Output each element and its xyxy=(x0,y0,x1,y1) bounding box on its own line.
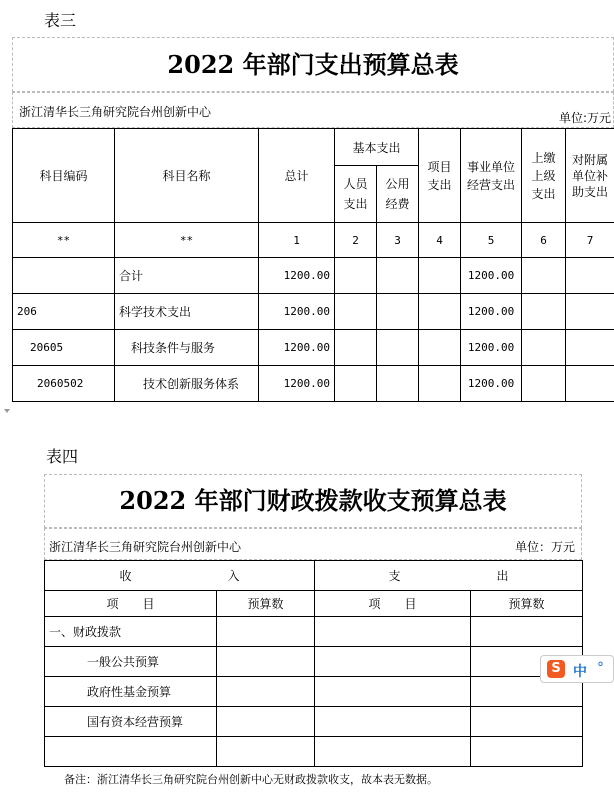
table-row xyxy=(45,707,583,737)
row-business: 1200.00 xyxy=(461,258,522,294)
chevron-down-icon xyxy=(4,409,10,413)
table3-org-box xyxy=(12,92,614,128)
index-cell: 4 xyxy=(419,223,461,258)
row-name: 科学技术支出 xyxy=(115,294,259,330)
header-business: 事业单位经营支出 xyxy=(461,129,522,223)
table4-note: 备注：浙江清华长三角研究院台州创新中心无财政拨款收支，故本表无数据。 xyxy=(64,773,438,786)
income-item: 一、财政拨款 xyxy=(45,617,217,647)
table-row xyxy=(45,677,583,707)
table-row xyxy=(13,258,614,294)
row-business: 1200.00 xyxy=(461,366,522,402)
table3 xyxy=(12,128,614,402)
sogou-logo-icon: S xyxy=(547,660,565,678)
index-cell: 6 xyxy=(522,223,566,258)
index-cell: 7 xyxy=(566,223,614,258)
table4-label: 表四 xyxy=(46,447,79,466)
table4-org: 浙江清华长三角研究院台州创新中心 xyxy=(49,540,242,554)
income-item: 国有资本经营预算 xyxy=(45,707,217,737)
index-cell: 1 xyxy=(259,223,335,258)
table-row xyxy=(13,330,614,366)
ime-punct-icon[interactable]: ° xyxy=(597,660,604,676)
income-item: 政府性基金预算 xyxy=(45,677,217,707)
income-budget-header: 预算数 xyxy=(217,591,315,617)
table-row xyxy=(13,294,614,330)
header-public: 公用经费 xyxy=(377,166,419,223)
row-total: 1200.00 xyxy=(259,294,335,330)
header-code: 科目编码 xyxy=(13,129,115,223)
table4-unit: 单位：万元 xyxy=(514,540,575,554)
table-row xyxy=(13,366,614,402)
table-row xyxy=(45,617,583,647)
header-basic: 基本支出 xyxy=(335,129,419,166)
index-cell: 2 xyxy=(335,223,377,258)
expense-budget-header: 预算数 xyxy=(471,591,583,617)
income-header: 收 入 xyxy=(45,561,315,591)
income-item xyxy=(45,737,217,767)
row-name: 技术创新服务体系 xyxy=(115,366,259,402)
row-business: 1200.00 xyxy=(461,330,522,366)
row-total: 1200.00 xyxy=(259,330,335,366)
index-cell: ** xyxy=(115,223,259,258)
table3-title-box xyxy=(12,37,614,92)
header-total: 总计 xyxy=(259,129,335,223)
row-name: 科技条件与服务 xyxy=(115,330,259,366)
header-upper: 上缴上级支出 xyxy=(522,129,566,223)
header-project: 项目支出 xyxy=(419,129,461,223)
header-name: 科目名称 xyxy=(115,129,259,223)
ime-lang-toggle[interactable]: 中 xyxy=(573,664,587,680)
row-business: 1200.00 xyxy=(461,294,522,330)
row-code xyxy=(13,258,115,294)
header-subsidy: 对附属单位补助支出 xyxy=(566,129,614,223)
table3-org: 浙江清华长三角研究院台州创新中心 xyxy=(19,105,212,119)
expense-item-header: 项 目 xyxy=(315,591,471,617)
header-personnel: 人员支出 xyxy=(335,166,377,223)
expense-header: 支 出 xyxy=(315,561,583,591)
index-cell: 5 xyxy=(461,223,522,258)
row-code: 20605 xyxy=(13,330,115,366)
index-cell: 3 xyxy=(377,223,419,258)
table3-title: 2022 年部门支出预算总表 xyxy=(167,50,459,79)
ime-toolbar[interactable] xyxy=(540,655,614,683)
table3-unit: 单位:万元 xyxy=(558,111,611,125)
index-cell: ** xyxy=(13,223,115,258)
table-row xyxy=(45,737,583,767)
row-total: 1200.00 xyxy=(259,258,335,294)
table4 xyxy=(44,560,583,767)
row-total: 1200.00 xyxy=(259,366,335,402)
table4-title-box xyxy=(44,474,582,528)
table4-title: 2022 年部门财政拨款收支预算总表 xyxy=(119,486,507,515)
row-name: 合计 xyxy=(115,258,259,294)
table4-org-box xyxy=(44,528,582,560)
index-row xyxy=(13,223,614,258)
income-item-header: 项 目 xyxy=(45,591,217,617)
table3-label: 表三 xyxy=(44,11,77,30)
row-code: 2060502 xyxy=(13,366,115,402)
table-row xyxy=(45,647,583,677)
income-item: 一般公共预算 xyxy=(45,647,217,677)
row-code: 206 xyxy=(13,294,115,330)
